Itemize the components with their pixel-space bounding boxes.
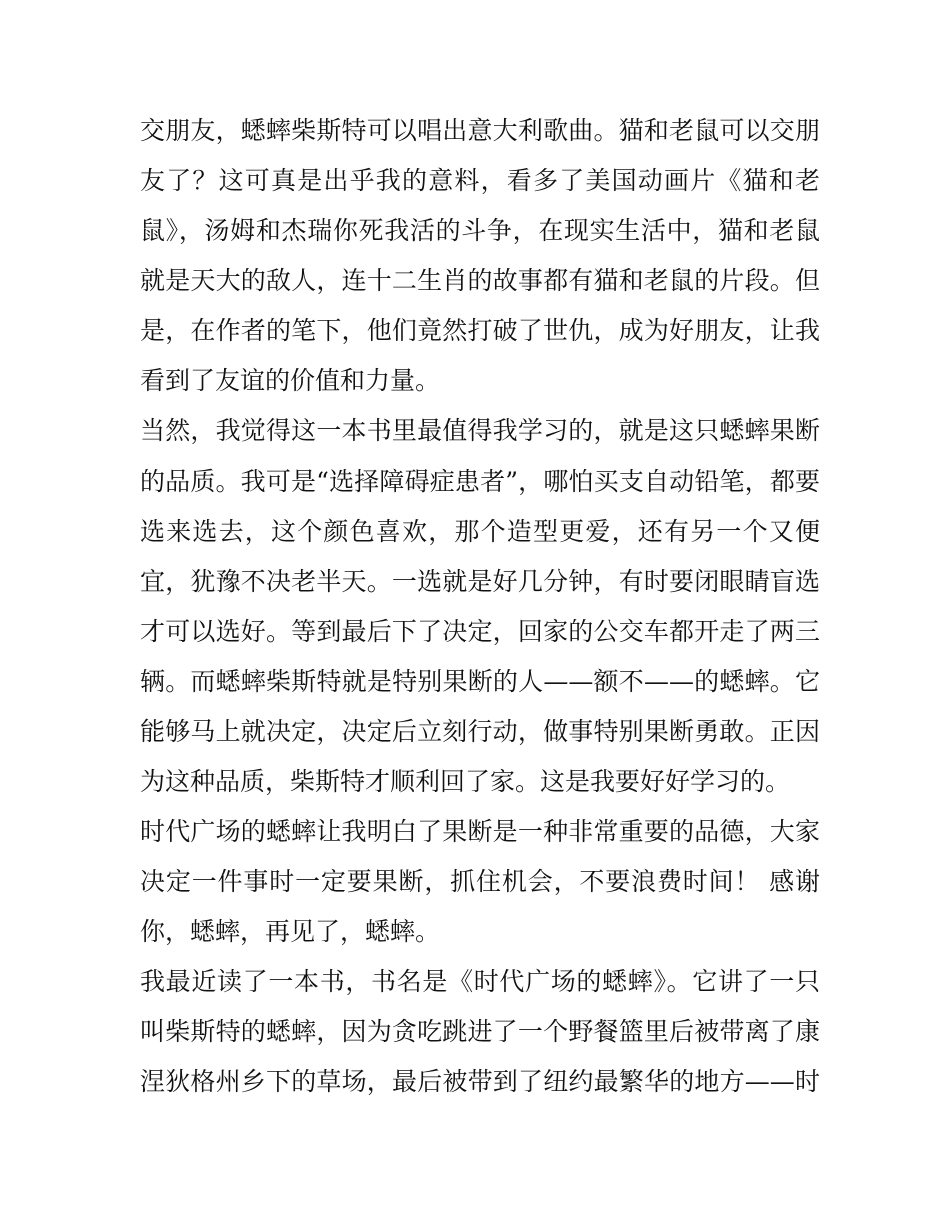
text-line: 叫柴斯特的蟋蟀，因为贪吃跳进了一个野餐篮里后被带离了康 — [140, 1017, 820, 1046]
text-line: 才可以选好。等到最后下了决定，回家的公交车都开走了两三 — [140, 617, 820, 646]
text-line: 你，蟋蟀，再见了，蟋蟀。 — [140, 917, 441, 946]
text-line: 看到了友谊的价值和力量。 — [140, 366, 441, 395]
text-line: 鼠》，汤姆和杰瑞你死我活的斗争，在现实生活中，猫和老鼠 — [140, 216, 820, 245]
text-line: 我最近读了一本书，书名是《时代广场的蟋蟀》。它讲了一只 — [140, 967, 820, 996]
text-line: 时代广场的蟋蟀让我明白了果断是一种非常重要的品德，大家 — [140, 817, 820, 846]
text-line: 就是天大的敌人，连十二生肖的故事都有猫和老鼠的片段。但 — [140, 266, 820, 295]
text-line: 是，在作者的笔下，他们竟然打破了世仇，成为好朋友，让我 — [140, 316, 820, 345]
text-line: 宜，犹豫不决老半天。一选就是好几分钟，有时要闭眼睛盲选 — [140, 567, 820, 596]
text-line: 能够马上就决定，决定后立刻行动，做事特别果断勇敢。正因 — [140, 717, 820, 746]
text-line: 辆。而蟋蟀柴斯特就是特别果断的人——额不——的蟋蟀。它 — [140, 667, 820, 696]
text-line: 为这种品质，柴斯特才顺利回了家。这是我要好好学习的。 — [140, 767, 791, 796]
text-line: 的品质。我可是“选择障碍症患者”，哪怕买支自动铅笔，都要 — [140, 467, 820, 496]
text-line: 决定一件事时一定要果断，抓住机会，不要浪费时间！ 感谢 — [140, 867, 820, 896]
text-line: 选来选去，这个颜色喜欢，那个造型更爱，还有另一个又便 — [140, 517, 820, 546]
text-line: 交朋友，蟋蟀柴斯特可以唱出意大利歌曲。猫和老鼠可以交朋 — [140, 116, 820, 145]
text-line: 当然，我觉得这一本书里最值得我学习的，就是这只蟋蟀果断 — [140, 416, 820, 445]
text-line: 涅狄格州乡下的草场，最后被带到了纽约最繁华的地方——时 — [140, 1067, 820, 1096]
text-line: 友了？这可真是出乎我的意料，看多了美国动画片《猫和老 — [140, 166, 820, 195]
